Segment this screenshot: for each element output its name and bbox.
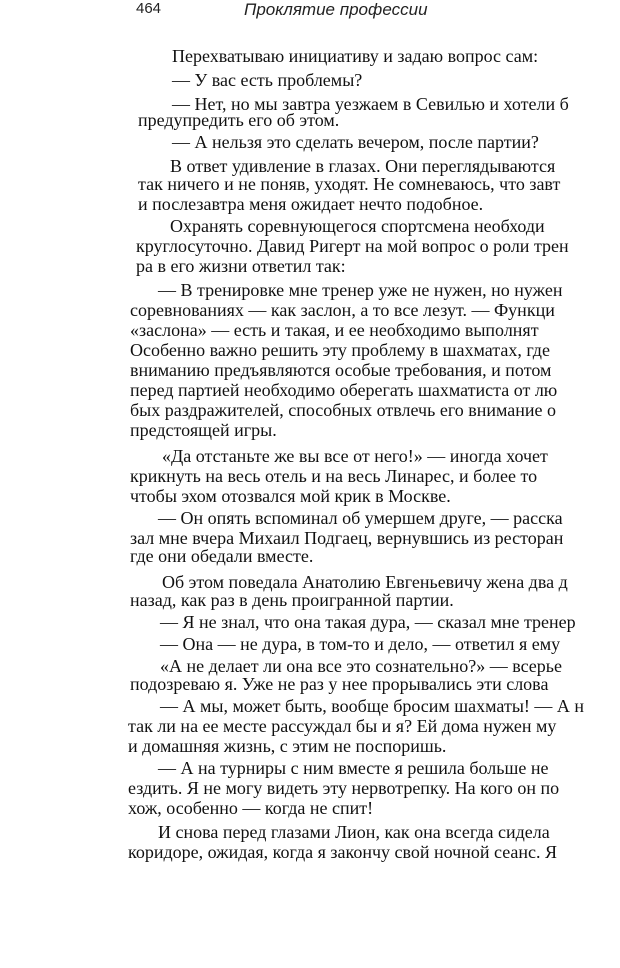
page-number: 464 [136, 0, 162, 17]
text-line: ездить. Я не могу видеть эту нервотрепку. На кого он по [128, 778, 560, 798]
text-line: предупредить его об этом. [138, 110, 340, 130]
text-line: перед партией необходимо оберегать шахматиста от лю [130, 380, 558, 400]
text-line: В ответ удивление в глазах. Они переглядываются [170, 156, 556, 176]
text-line: — В тренировке мне тренер уже не нужен, но нужен [158, 280, 563, 300]
text-line: Охранять соревнующегося спортсмена необходи [170, 216, 545, 236]
text-line: чтобы эхом отозвался мой крик в Москве. [130, 486, 451, 506]
text-line: так ничего и не поняв, уходят. Не сомневаюсь, что завт [138, 174, 561, 194]
text-line: — А на турниры с ним вместе я решила больше не [158, 758, 549, 778]
text-line: «А не делает ли она все это сознательно?» — всерье [160, 656, 562, 676]
text-line: бых раздражителей, способных отвлечь его внимание о [130, 400, 557, 420]
text-line: коридоре, ожидая, когда я закончу свой ночной сеанс. Я [128, 842, 558, 862]
text-line: где они обедали вместе. [130, 546, 314, 566]
text-line: вниманию предъявляются особые требования, и потом [130, 360, 552, 380]
text-line: зал мне вчера Михаил Подгаец, вернувшись из ресторан [130, 528, 564, 548]
text-line: Особенно важно решить эту проблему в шахматах, где [130, 340, 550, 360]
text-line: — А нельзя это сделать вечером, после партии? [172, 132, 539, 152]
text-line: «Да отстаньте же вы все от него!» — иногда хочет [162, 446, 548, 466]
text-line: и домашняя жизнь, с этим не поспоришь. [128, 736, 447, 756]
text-line: — Я не знал, что она такая дура, — сказал мне тренер [160, 612, 576, 632]
text-line: ра в его жизни ответил так: [136, 256, 346, 276]
text-line: Об этом поведала Анатолию Евгеньевичу жена два д [162, 572, 568, 592]
text-line: «заслона» — есть и такая, и ее необходимо выполнят [130, 320, 539, 340]
text-line: подозреваю я. Уже не раз у нее прорывались эти слова [130, 674, 549, 694]
text-line: — Нет, но мы завтра уезжаем в Севилью и хотели б [172, 94, 569, 114]
text-line: — А мы, может быть, вообще бросим шахматы! — А н [160, 696, 585, 716]
text-line: соревнованиях — как заслон, а то все лезут. — Функци [130, 300, 555, 320]
text-line: И снова перед глазами Лион, как она всегда сидела [158, 822, 550, 842]
text-line: хож, особенно — когда не спит! [128, 798, 374, 818]
text-line: и послезавтра меня ожидает нечто подобное. [138, 194, 484, 214]
text-line: Перехватываю инициативу и задаю вопрос сам: [172, 46, 539, 66]
text-line: круглосуточно. Давид Ригерт на мой вопрос о роли трен [136, 236, 569, 256]
text-line: предстоящей игры. [130, 420, 277, 440]
text-line: — Он опять вспоминал об умершем друге, — расска [158, 508, 563, 528]
running-title: Проклятие профессии [244, 0, 428, 19]
text-line: — Она — не дура, в том-то и дело, — ответил я ему [160, 634, 561, 654]
text-line: назад, как раз в день проигранной партии. [130, 590, 454, 610]
text-line: так ли на ее месте рассуждал бы и я? Ей дома нужен му [128, 716, 557, 736]
text-line: — У вас есть проблемы? [172, 70, 363, 90]
text-line: крикнуть на весь отель и на весь Линарес, и более то [130, 466, 538, 486]
